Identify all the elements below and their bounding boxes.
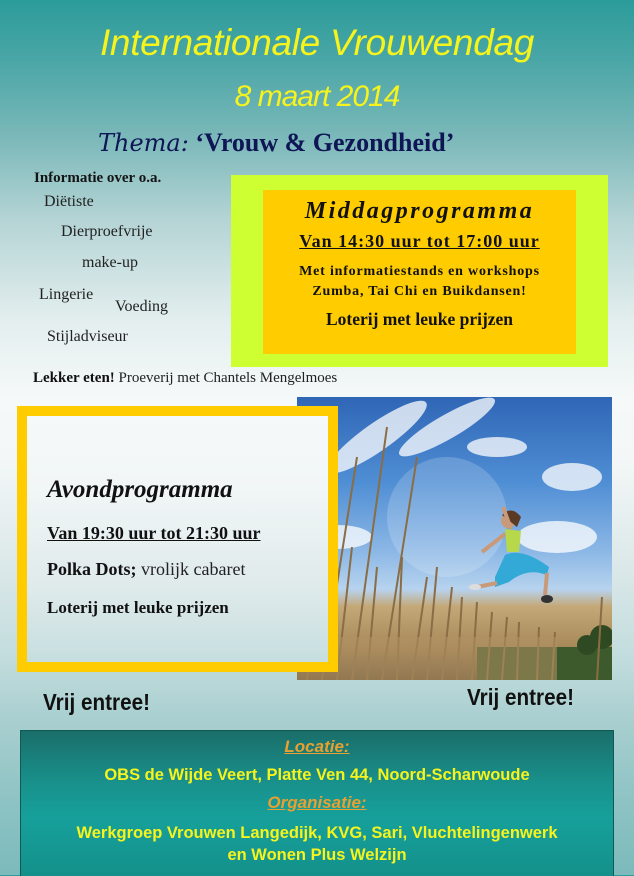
evening-lottery: Loterij met leuke prijzen bbox=[47, 598, 229, 617]
location-value: OBS de Wijde Veert, Platte Ven 44, Noord-Scharwoude bbox=[104, 766, 530, 784]
afternoon-time: Van 14:30 uur tot 17:00 uur bbox=[299, 231, 540, 251]
free-entry-left: Vrij entree! bbox=[43, 689, 151, 715]
organisation-line1: Werkgroep Vrouwen Langedijk, KVG, Sari, Vluchtelingenwerk bbox=[76, 824, 558, 842]
evening-time: Van 19:30 uur tot 21:30 uur bbox=[47, 523, 261, 543]
theme-line bbox=[98, 128, 454, 158]
food-text: Proeverij met Chantels Mengelmoes bbox=[114, 370, 338, 386]
info-item-make-up: make-up bbox=[82, 254, 138, 271]
afternoon-lottery: Loterij met leuke prijzen bbox=[325, 309, 514, 329]
evening-act-name: Polka Dots; bbox=[47, 559, 137, 579]
afternoon-title: Middagprogramma bbox=[304, 198, 535, 224]
evening-act-desc: vrolijk cabaret bbox=[136, 559, 246, 579]
organisation-line2: en Wonen Plus Welzijn bbox=[227, 846, 407, 864]
food-line bbox=[33, 370, 337, 387]
afternoon-desc-line1: Met informatiestands en workshops bbox=[299, 264, 540, 279]
jumping-woman-photo bbox=[297, 397, 612, 680]
photo-illustration bbox=[297, 397, 612, 680]
info-item-dierproefvrije: Dierproefvrije bbox=[61, 223, 153, 240]
poster-title: Internationale Vrouwendag bbox=[99, 22, 535, 63]
evening-program-box bbox=[17, 406, 338, 672]
evening-act bbox=[47, 559, 245, 580]
info-item-voeding: Voeding bbox=[115, 298, 169, 315]
footer-info-box bbox=[20, 730, 614, 876]
food-bold: Lekker eten! bbox=[33, 370, 115, 386]
info-heading: Informatie over o.a. bbox=[34, 170, 162, 186]
afternoon-description bbox=[263, 262, 576, 302]
info-item-lingerie: Lingerie bbox=[39, 286, 94, 303]
organisation-value bbox=[21, 822, 613, 866]
afternoon-desc-line2: Zumba, Tai Chi en Buikdansen! bbox=[312, 284, 527, 299]
event-date: 8 maart 2014 bbox=[234, 80, 400, 113]
info-item-dietiste: Diëtiste bbox=[44, 193, 94, 210]
info-item-stijladviseur: Stijladviseur bbox=[47, 328, 128, 345]
theme-value: ‘Vrouw & Gezondheid’ bbox=[195, 128, 455, 157]
theme-label: Thema: bbox=[98, 129, 189, 157]
evening-title: Avondprogramma bbox=[47, 476, 233, 503]
free-entry-right: Vrij entree! bbox=[467, 684, 575, 710]
location-label: Locatie: bbox=[284, 737, 350, 756]
afternoon-program-box bbox=[263, 190, 576, 354]
organisation-label: Organisatie: bbox=[267, 793, 367, 812]
